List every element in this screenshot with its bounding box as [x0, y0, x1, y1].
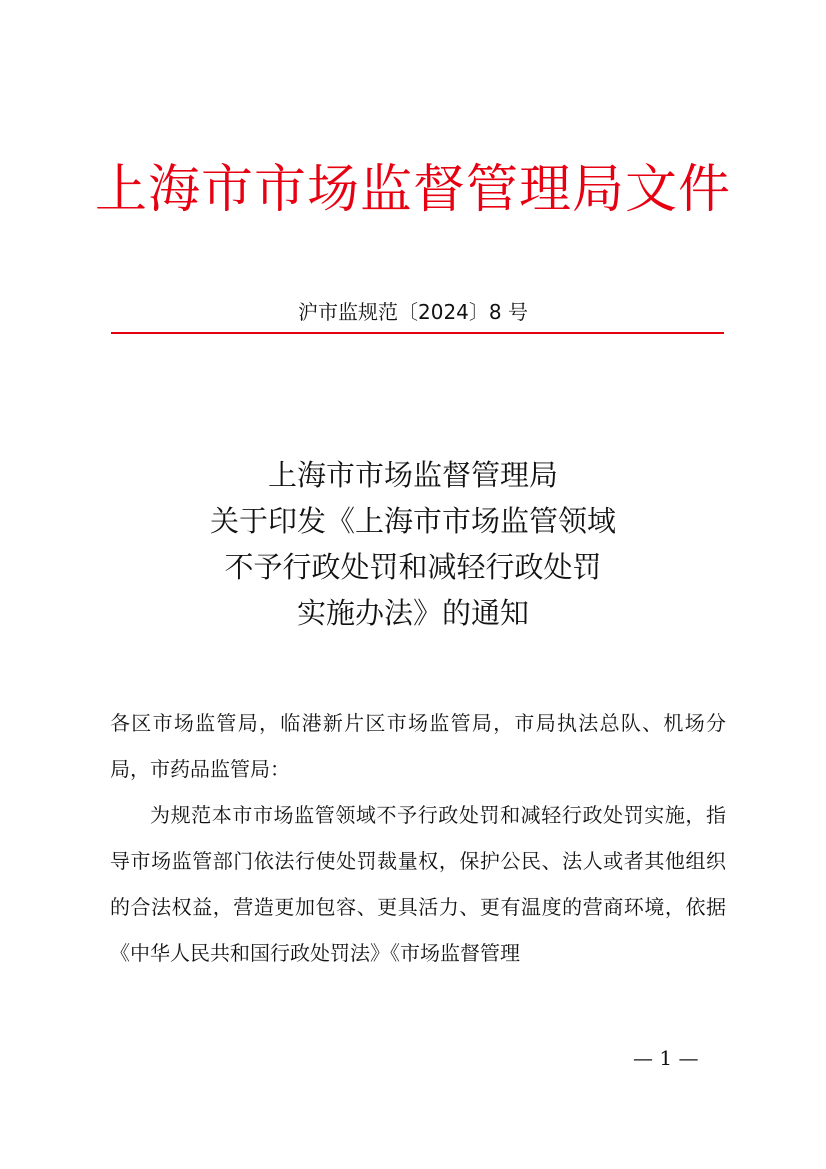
- notice-title-line-3: 不予行政处罚和减轻行政处罚: [224, 550, 602, 584]
- notice-title: [0, 452, 826, 636]
- recipients-paragraph: 各区市场监管局，临港新片区市场监管局，市局执法总队、机场分局，市药品监管局：: [110, 711, 726, 781]
- document-body: [110, 700, 726, 976]
- page-number: — 1 —: [633, 1046, 699, 1070]
- notice-title-line-1: 上海市市场监督管理局: [267, 458, 558, 492]
- notice-title-line-2: 关于印发《上海市市场监管领域: [209, 504, 616, 538]
- notice-title-line-4: 实施办法》的通知: [296, 596, 529, 630]
- red-separator-line: [111, 332, 724, 334]
- document-header-title: 上海市市场监督管理局文件: [94, 160, 731, 220]
- body-paragraph: 为规范本市市场监管领域不予行政处罚和减轻行政处罚实施，指导市场监管部门依法行使处罚裁量权，保护公民、法人或者其他组织的合法权益，营造更加包容、更具活力、更有温度的营商环境，依据《中华人民共和国行政处罚法》《市场监督管理: [110, 803, 726, 965]
- document-number: 沪市监规范〔2024〕8 号: [298, 300, 528, 324]
